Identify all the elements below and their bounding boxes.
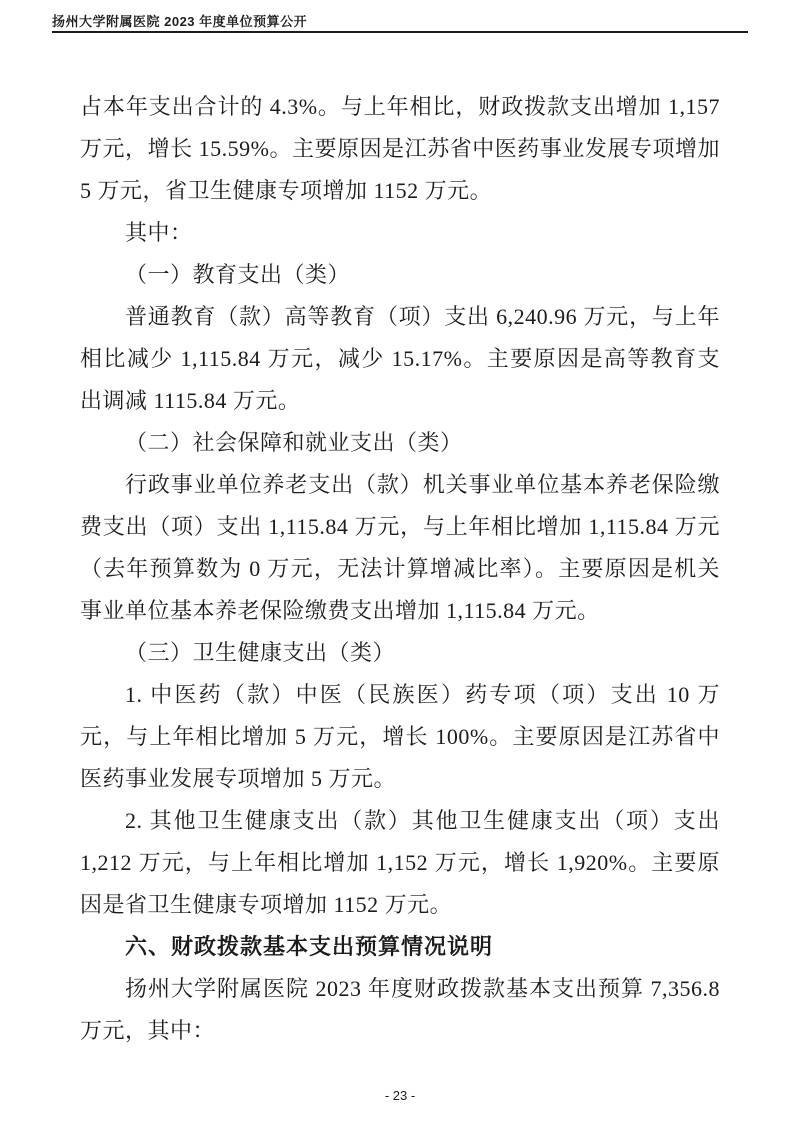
paragraph: 扬州大学附属医院 2023 年度财政拨款基本支出预算 7,356.8 万元，其中： [80,976,720,1043]
paragraph: 占本年支出合计的 4.3%。与上年相比，财政拨款支出增加 1,157 万元，增长 15.59%。主要原因是江苏省中医药事业发展专项增加 5 万元，省卫生健康专项增加 1152 万元。 [80,94,720,203]
paragraph: 1. 中医药（款）中医（民族医）药专项（项）支出 10 万元，与上年相比增加 5 万元，增长 100%。主要原因是江苏省中医药事业发展专项增加 5 万元。 [80,682,720,791]
paragraph: （三）卫生健康支出（类） [125,640,396,665]
paragraph: （一）教育支出（类） [125,262,351,287]
paragraph: 行政事业单位养老支出（款）机关事业单位基本养老保险缴费支出（项）支出 1,115.84 万元，与上年相比增加 1,115.84 万元（去年预算数为 0 万元，无法计算增减比率）。主要原因是机关事业单位基本养老保险缴费支出增加 1,115.84 万元。 [80,472,720,623]
page-header-title: 扬州大学附属医院 2023 年度单位预算公开 [52,14,308,29]
paragraph: 其中： [125,220,193,245]
paragraph: 2. 其他卫生健康支出（款）其他卫生健康支出（项）支出 1,212 万元，与上年相比增加 1,152 万元，增长 1,920%。主要原因是省卫生健康专项增加 1152 万元。 [80,808,720,917]
document-body [80,86,720,1052]
page-number: - 23 - [384,1088,416,1103]
section-heading: 六、财政拨款基本支出预算情况说明 [125,934,494,959]
paragraph: （二）社会保障和就业支出（类） [125,430,463,455]
header-rule [52,31,748,33]
paragraph: 普通教育（款）高等教育（项）支出 6,240.96 万元，与上年相比减少 1,115.84 万元，减少 15.17%。主要原因是高等教育支出调减 1115.84 万元。 [80,304,720,413]
